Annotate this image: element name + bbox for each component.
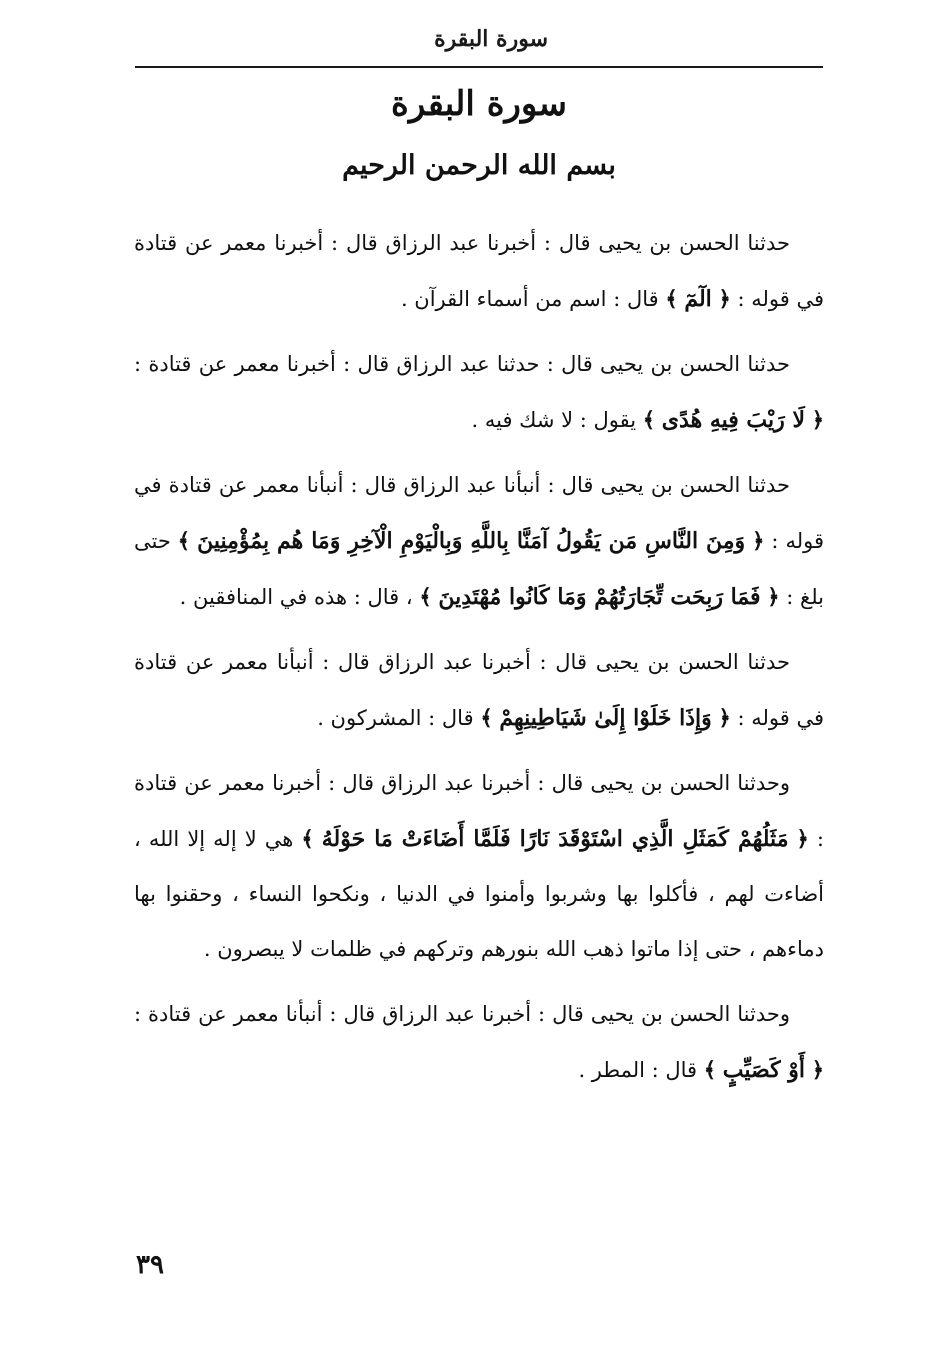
narration-text: ، قال : هذه في المنافقين . [179, 585, 413, 609]
page-number: ٣٩ [136, 1250, 164, 1280]
verse-close-bracket: ﴾ [301, 826, 314, 851]
narration-text: قال : اسم من أسماء القرآن . [400, 287, 659, 311]
narration-text: قال : المشركون . [317, 706, 474, 730]
narration-text: وحدثنا الحسن بن يحيى قال : أخبرنا عبد الرزاق قال : أنبأنا معمر عن قتادة : [134, 1002, 790, 1026]
verse-close-bracket: ﴾ [703, 1057, 717, 1082]
surah-title: سورة البقرة [391, 84, 567, 124]
verse-open-bracket: ﴿ [767, 584, 780, 609]
narration-paragraph [134, 756, 824, 977]
narration-paragraph [134, 987, 824, 1098]
narration-paragraph [134, 216, 824, 327]
quran-verse: فَمَا رَبِحَت تِّجَارَتُهُمْ وَمَا كَانُوا مُهْتَدِينَ [438, 584, 761, 610]
verse-open-bracket: ﴿ [811, 407, 824, 432]
quran-verse: وَمِنَ النَّاسِ مَن يَقُولُ آمَنَّا بِاللَّهِ وَبِالْيَوْمِ الْآخِرِ وَمَا هُم بِمُؤْمِنِينَ [197, 528, 746, 554]
narration-text: وحدثنا الحسن بن يحيى قال : أخبرنا عبد الرزاق قال : أخبرنا معمر عن قتادة : [134, 771, 824, 851]
verse-close-bracket: ﴾ [665, 286, 678, 311]
narration-text: حدثنا الحسن بن يحيى قال : أخبرنا عبد الرزاق قال : أنبأنا معمر عن قتادة في قوله : [134, 650, 824, 730]
narration-text: حتى بلغ : [134, 529, 824, 609]
verse-close-bracket: ﴾ [642, 407, 656, 432]
quran-verse: مَثَلُهُمْ كَمَثَلِ الَّذِي اسْتَوْقَدَ نَارًا فَلَمَّا أَضَاءَتْ مَا حَوْلَهُ [321, 826, 789, 852]
narration-paragraph [134, 458, 824, 625]
verse-open-bracket: ﴿ [718, 286, 731, 311]
narration-text: يقول : لا شك فيه . [471, 408, 637, 432]
running-header: سورة البقرة [434, 26, 548, 52]
narration-paragraph [134, 337, 824, 448]
verse-open-bracket: ﴿ [811, 1057, 824, 1082]
quran-verse: الٓمٓ [684, 286, 712, 312]
narration-paragraph [134, 635, 824, 746]
narration-text: حدثنا الحسن بن يحيى قال : حدثنا عبد الرزاق قال : أخبرنا معمر عن قتادة : [134, 352, 790, 376]
verse-open-bracket: ﴿ [752, 528, 765, 553]
header-rule [135, 66, 823, 68]
narration-text: قال : المطر . [578, 1058, 698, 1082]
quran-verse: وَإِذَا خَلَوْا إِلَىٰ شَيَاطِينِهِمْ [499, 705, 712, 731]
verse-close-bracket: ﴾ [177, 528, 191, 553]
quran-verse: لَا رَيْبَ فِيهِ هُدًى [661, 407, 805, 433]
basmala: بسم الله الرحمن الرحيم [342, 150, 616, 181]
narration-text: حدثنا الحسن بن يحيى قال : أخبرنا عبد الرزاق قال : أخبرنا معمر عن قتادة في قوله : [134, 231, 824, 311]
verse-open-bracket: ﴿ [796, 826, 809, 851]
narration-text: حدثنا الحسن بن يحيى قال : أنبأنا عبد الرزاق قال : أنبأنا معمر عن قتادة في قوله : [134, 473, 824, 553]
verse-open-bracket: ﴿ [718, 705, 731, 730]
quran-verse: أَوْ كَصَيِّبٍ [722, 1057, 805, 1083]
narration-text: هي لا إله إلا الله ، أضاءت لهم ، فأكلوا بها وشربوا وأمنوا في الدنيا ، ونكحوا النساء ، وحقنوا بها دماءهم ، حتى إذا ماتوا ذهب الله بنورهم وتركهم في ظلمات لا يبصرون . [134, 827, 824, 961]
commentary-body [134, 216, 824, 1108]
verse-close-bracket: ﴾ [480, 705, 493, 730]
verse-close-bracket: ﴾ [419, 584, 432, 609]
